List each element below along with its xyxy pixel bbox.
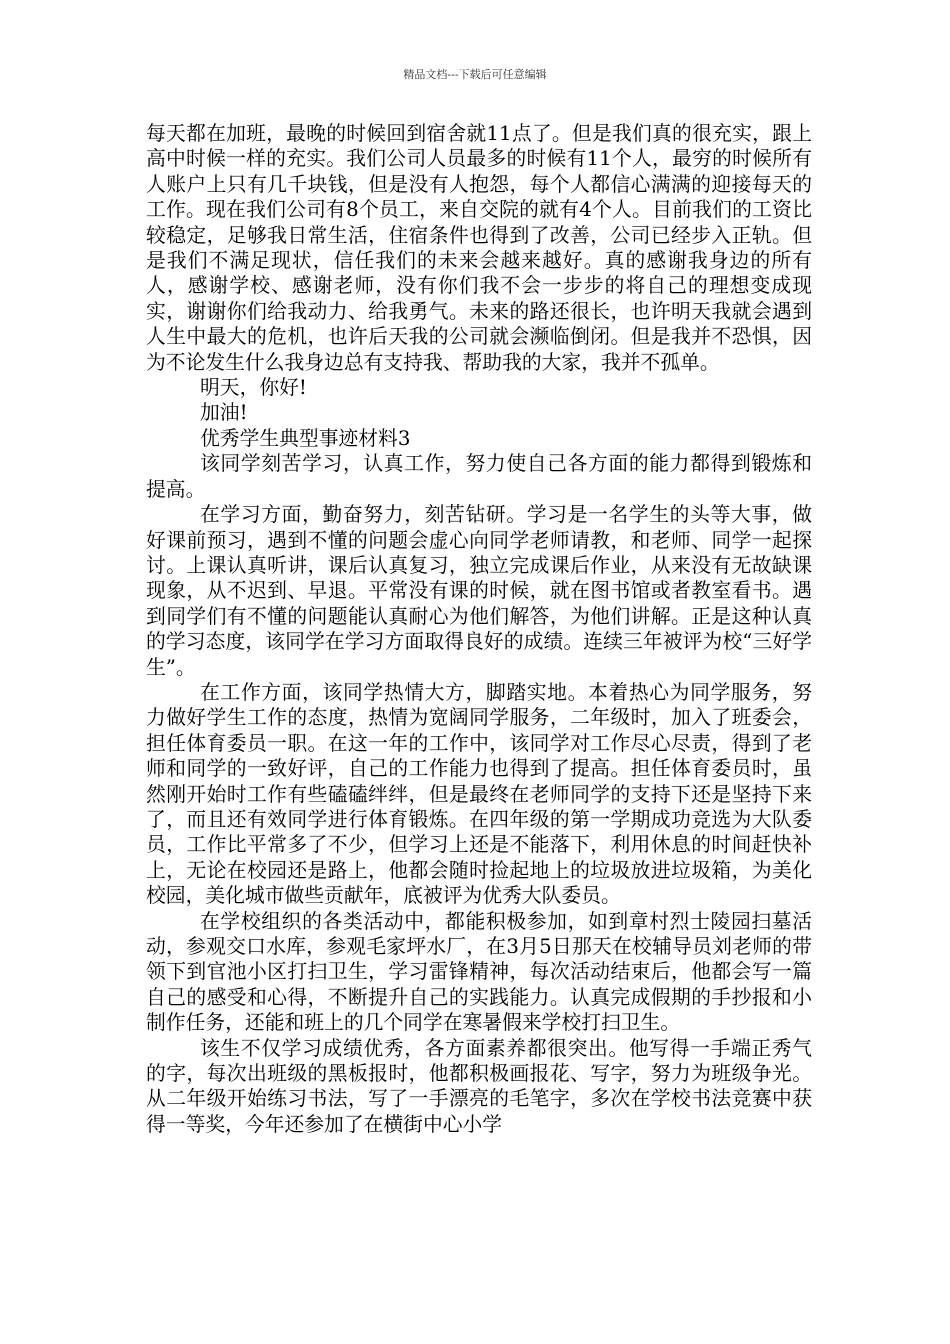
section-title: 优秀学生典型事迹材料3: [200, 426, 411, 450]
paragraph: 在工作方面，该同学热情大方，脚踏实地。本着热心为同学服务，努力做好学生工作的态度，热情为宽阔同学服务，二年级时，加入了班委会，担任体育委员一职。在这一年的工作中，该同学对工作尽心尽责，得到了老师和同学的一致好评，自己的工作能力也得到了提高。担任体育委员时，虽然刚开始时工作有些磕磕绊绊，但是最终在老师同学的支持下还是坚持下来了，而且还有效同学进行体育锻炼。在四年级的第一学期成功竞选为大队委员，工作比平常多了不少，但学习上还是不能落下，利用休息的时间赶快补上，无论在校园还是路上，他都会随时捡起地上的垃圾放进垃圾箱，为美化校园，美化城市做些贡献年，底被评为优秀大队委员。: [146, 680, 812, 908]
page-header: 精品文档---下载后可任意编辑: [403, 68, 547, 81]
paragraph: 每天都在加班，最晚的时候回到宿舍就11点了。但是我们真的很充实，跟上高中时候一样的充实。我们公司人员最多的时候有11个人，最穷的时候所有人账户上只有几千块钱，但是没有人抱怨，每个人都信心满满的迎接每天的工作。现在我们公司有8个员工，来自交院的就有4个人。目前我们的工资比较稳定，足够我日常生活，住宿条件也得到了改善，公司已经步入正轨。但是我们不满足现状，信任我们的未来会越来越好。真的感谢我身边的所有人，感谢学校、感谢老师，没有你们我不会一步步的将自己的理想变成现实，谢谢你们给我动力、给我勇气。未来的路还很长，也许明天我就会遇到人生中最大的危机，也许后天我的公司就会濒临倒闭。但是我并不恐惧，因为不论发生什么我身边总有支持我、帮助我的大家，我并不孤单。: [146, 122, 812, 374]
paragraph: 明天，你好!: [200, 376, 307, 400]
paragraph: 在学校组织的各类活动中，都能积极参加，如到章村烈士陵园扫墓活动，参观交口水库，参观毛家坪水厂，在3月5日那天在校辅导员刘老师的带领下到官池小区打扫卫生，学习雷锋精神，每次活动结束后，他都会写一篇自己的感受和心得，不断提升自己的实践能力。认真完成假期的手抄报和小制作任务，还能和班上的几个同学在寒暑假来学校打扫卫生。: [146, 909, 812, 1035]
paragraph: 该生不仅学习成绩优秀，各方面素养都很突出。他写得一手端正秀气的字，每次出班级的黑板报时，他都积极画报花、写字，努力为班级争光。从二年级开始练习书法，写了一手漂亮的毛笔字，多次在学校书法竞赛中获得一等奖，今年还参加了在横街中心小学: [146, 1036, 812, 1136]
paragraph: 加油!: [200, 401, 248, 425]
paragraph: 在学习方面，勤奋努力，刻苦钻研。学习是一名学生的头等大事，做好课前预习，遇到不懂的问题会虚心向同学老师请教，和老师、同学一起探讨。上课认真听讲，课后认真复习，独立完成课后作业，从来没有无故缺课现象，从不迟到、早退。平常没有课的时候，就在图书馆或者教室看书。遇到同学们有不懂的问题能认真耐心为他们解答，为他们讲解。正是这种认真的学习态度，该同学在学习方面取得良好的成绩。连续三年被评为校“三好学生”。: [146, 503, 812, 679]
document-body: [146, 121, 812, 1137]
paragraph: 该同学刻苦学习，认真工作，努力使自己各方面的能力都得到锻炼和提高。: [146, 452, 812, 501]
